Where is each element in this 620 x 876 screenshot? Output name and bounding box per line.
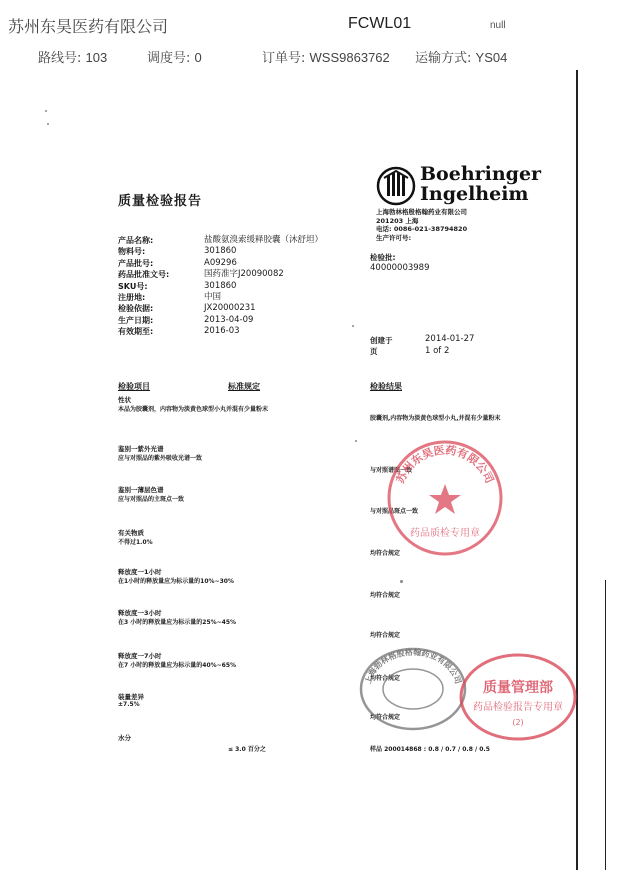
item-name: 装量差异 (118, 693, 144, 701)
inspection-lot-value: 40000003989 (370, 263, 430, 273)
scan-speck (400, 580, 403, 583)
item-result: 胶囊剂,内容物为淡黄色球型小丸,并混有少量粉末 (370, 415, 501, 422)
route-number: 路线号: 103 (38, 50, 108, 66)
item-name: 鉴别一紫外光谱 (118, 445, 164, 453)
item-result: 均符合规定 (370, 592, 401, 599)
item-name: 鉴别一薄层色谱 (118, 486, 164, 494)
manufacturer-address: 上海勃林格殷格翰药业有限公司 201203 上海 电话: 0086-021-38794820 生产许可号: (376, 208, 468, 242)
item-standard: 在3 小时的释放量应为标示量的25%~45% (118, 619, 237, 626)
boehringer-logo-icon (376, 166, 416, 206)
svg-text:质量管理部: 质量管理部 (483, 680, 553, 696)
company-name: 苏州东昊医药有限公司 (8, 17, 169, 36)
item-standard: 本品为胶囊剂，内容物为淡黄色球型小丸并混有少量粉末 (118, 406, 269, 413)
column-item-heading: 检验项目 (118, 382, 150, 391)
transport-method: 运输方式: YS04 (415, 50, 508, 66)
company-logo-text: Boehringer Ingelheim (420, 163, 542, 205)
column-standard-heading: 标准规定 (228, 382, 260, 391)
report-title: 质量检验报告 (118, 194, 203, 209)
form-code: FCWL01 (348, 15, 412, 32)
company-seal-stamp (385, 438, 505, 558)
scan-speck (45, 110, 47, 112)
product-field-values: 盐酸氨溴索缓释胶囊（沐舒坦） 301860 A09296 国药准字J20090082 301860 中国 JX20000231 2013-04-09 2016-03 (204, 235, 324, 337)
item-result: 均符合规定 (370, 675, 401, 682)
quality-department-stamp (458, 652, 578, 742)
created-value: 2014-01-27 (425, 334, 475, 344)
item-result: 均符合规定 (370, 550, 401, 557)
svg-text:药品检验报告专用章: 药品检验报告专用章 (473, 702, 563, 713)
scan-edge-line (576, 70, 578, 870)
item-result: 均符合规定 (370, 632, 401, 639)
column-result-heading: 检验结果 (370, 382, 402, 391)
item-name: 释放度一3小时 (118, 609, 162, 617)
svg-text:药品质检专用章: 药品质检专用章 (410, 528, 480, 539)
item-name: 性状 (118, 396, 131, 404)
page-value: 1 of 2 (425, 346, 450, 356)
created-label: 创建于 (370, 336, 393, 345)
item-result: 与对照谱图一致 (370, 467, 413, 474)
dispatch-number: 调度号: 0 (147, 50, 202, 66)
page-label: 页 (370, 347, 378, 356)
item-standard: 应与对照品的主斑点一致 (118, 496, 185, 503)
scan-speck (352, 325, 354, 327)
svg-text:苏州东昊医药有限公司: 苏州东昊医药有限公司 (393, 443, 497, 486)
item-result: 均符合规定 (370, 714, 401, 721)
svg-text:上海勃林格殷格翰药业有限公司: 上海勃林格殷格翰药业有限公司 (363, 647, 463, 686)
item-result: 样品 200014868 : 0.8 / 0.7 / 0.8 / 0.5 (370, 746, 490, 753)
item-standard: ≤ 3.0 百分之 (228, 746, 266, 753)
item-standard: 应与对照品的紫外吸收光谱一致 (118, 455, 203, 462)
item-name: 有关物质 (118, 529, 144, 537)
product-field-labels: 产品名称: 物料号: 产品批号: 药品批准文号: SKU号: 注册地: 检验依据: 生产日期: 有效期至: (118, 236, 170, 337)
item-standard: 在1小时的释放量应为标示量的10%~30% (118, 578, 234, 585)
inspection-lot-label: 检验批: (370, 253, 396, 262)
item-name: 水分 (118, 734, 131, 742)
item-name: 释放度一7小时 (118, 652, 162, 660)
item-standard: ±7.5% (118, 701, 140, 708)
null-text: null (490, 20, 506, 31)
scan-speck (355, 440, 357, 442)
item-standard: 在7 小时的释放量应为标示量的40%~65% (118, 662, 237, 669)
item-result: 与对照品斑点一致 (370, 508, 419, 515)
scan-edge-line-2 (605, 580, 606, 870)
manufacturer-seal-stamp (358, 645, 468, 733)
item-standard: 不得过1.0% (118, 539, 153, 546)
scan-speck (47, 123, 49, 125)
item-name: 释放度一1小时 (118, 568, 162, 576)
svg-text:(2): (2) (512, 718, 524, 727)
order-number: 订单号: WSS9863762 (262, 50, 390, 66)
